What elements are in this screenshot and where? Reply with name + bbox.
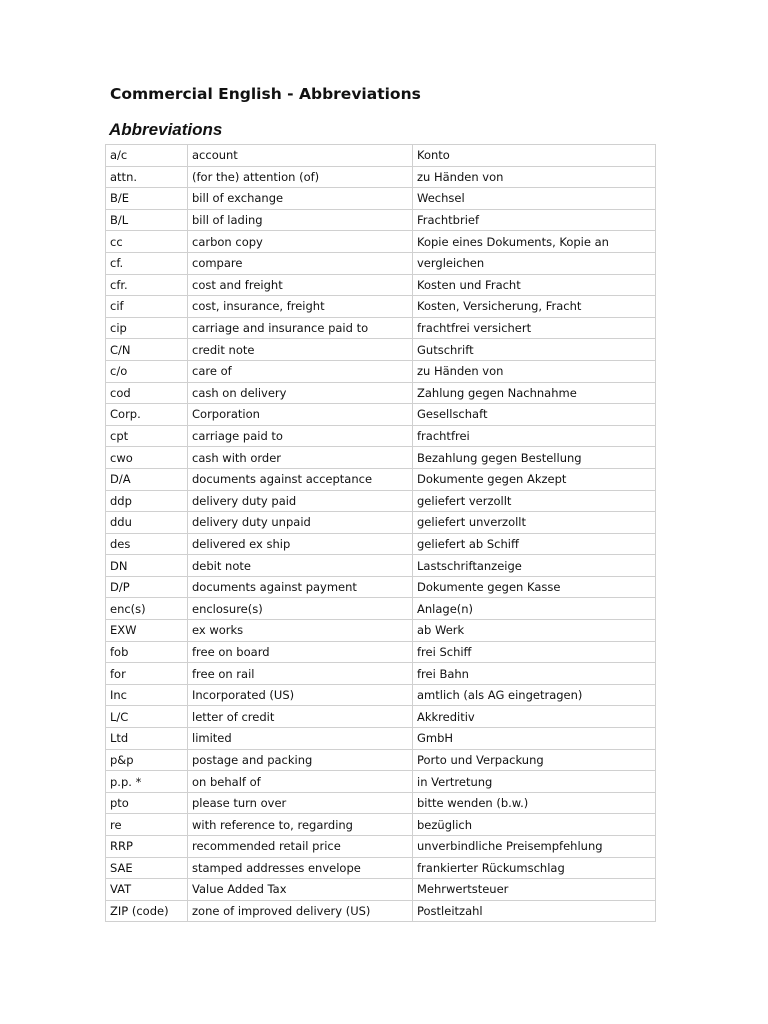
abbreviation-cell: cod xyxy=(106,382,188,404)
abbreviation-cell: B/L xyxy=(106,209,188,231)
table-row xyxy=(106,231,656,253)
abbreviation-cell: cpt xyxy=(106,425,188,447)
english-meaning-cell: Corporation xyxy=(188,404,413,426)
abbreviation-cell: re xyxy=(106,814,188,836)
english-meaning-cell: documents against acceptance xyxy=(188,468,413,490)
table-row xyxy=(106,447,656,469)
german-translation-cell: Kosten, Versicherung, Fracht xyxy=(413,296,656,318)
german-translation-cell: Akkreditiv xyxy=(413,706,656,728)
table-row xyxy=(106,900,656,922)
english-meaning-cell: documents against payment xyxy=(188,576,413,598)
abbreviation-cell: Inc xyxy=(106,684,188,706)
table-row xyxy=(106,339,656,361)
abbreviation-cell: RRP xyxy=(106,836,188,858)
english-meaning-cell: delivered ex ship xyxy=(188,533,413,555)
table-row xyxy=(106,425,656,447)
english-meaning-cell: limited xyxy=(188,728,413,750)
english-meaning-cell: zone of improved delivery (US) xyxy=(188,900,413,922)
english-meaning-cell: compare xyxy=(188,252,413,274)
table-row xyxy=(106,490,656,512)
english-meaning-cell: enclosure(s) xyxy=(188,598,413,620)
english-meaning-cell: carbon copy xyxy=(188,231,413,253)
abbreviation-cell: c/o xyxy=(106,360,188,382)
abbreviation-cell: Corp. xyxy=(106,404,188,426)
german-translation-cell: Anlage(n) xyxy=(413,598,656,620)
table-row xyxy=(106,317,656,339)
abbreviation-cell: D/P xyxy=(106,576,188,598)
german-translation-cell: Wechsel xyxy=(413,188,656,210)
german-translation-cell: vergleichen xyxy=(413,252,656,274)
english-meaning-cell: on behalf of xyxy=(188,771,413,793)
abbreviation-cell: a/c xyxy=(106,145,188,167)
table-row xyxy=(106,360,656,382)
table-row xyxy=(106,555,656,577)
german-translation-cell: geliefert ab Schiff xyxy=(413,533,656,555)
german-translation-cell: Frachtbrief xyxy=(413,209,656,231)
table-row xyxy=(106,274,656,296)
table-row xyxy=(106,728,656,750)
table-row xyxy=(106,145,656,167)
german-translation-cell: unverbindliche Preisempfehlung xyxy=(413,836,656,858)
table-row xyxy=(106,382,656,404)
english-meaning-cell: ex works xyxy=(188,620,413,642)
table-row xyxy=(106,814,656,836)
english-meaning-cell: bill of lading xyxy=(188,209,413,231)
abbreviation-cell: p.p. * xyxy=(106,771,188,793)
table-row xyxy=(106,209,656,231)
english-meaning-cell: cash on delivery xyxy=(188,382,413,404)
abbreviation-cell: Ltd xyxy=(106,728,188,750)
english-meaning-cell: carriage and insurance paid to xyxy=(188,317,413,339)
english-meaning-cell: free on rail xyxy=(188,663,413,685)
abbreviation-cell: ZIP (code) xyxy=(106,900,188,922)
abbreviation-cell: cif xyxy=(106,296,188,318)
german-translation-cell: frachtfrei versichert xyxy=(413,317,656,339)
german-translation-cell: geliefert verzollt xyxy=(413,490,656,512)
abbreviation-cell: SAE xyxy=(106,857,188,879)
english-meaning-cell: with reference to, regarding xyxy=(188,814,413,836)
table-row xyxy=(106,512,656,534)
table-row xyxy=(106,620,656,642)
english-meaning-cell: delivery duty unpaid xyxy=(188,512,413,534)
german-translation-cell: Porto und Verpackung xyxy=(413,749,656,771)
english-meaning-cell: free on board xyxy=(188,641,413,663)
german-translation-cell: Bezahlung gegen Bestellung xyxy=(413,447,656,469)
german-translation-cell: zu Händen von xyxy=(413,360,656,382)
english-meaning-cell: Incorporated (US) xyxy=(188,684,413,706)
abbreviation-cell: D/A xyxy=(106,468,188,490)
english-meaning-cell: debit note xyxy=(188,555,413,577)
english-meaning-cell: delivery duty paid xyxy=(188,490,413,512)
german-translation-cell: Kosten und Fracht xyxy=(413,274,656,296)
english-meaning-cell: care of xyxy=(188,360,413,382)
table-row xyxy=(106,641,656,663)
table-row xyxy=(106,404,656,426)
abbreviation-cell: enc(s) xyxy=(106,598,188,620)
german-translation-cell: in Vertretung xyxy=(413,771,656,793)
german-translation-cell: geliefert unverzollt xyxy=(413,512,656,534)
abbreviation-cell: cfr. xyxy=(106,274,188,296)
english-meaning-cell: cost, insurance, freight xyxy=(188,296,413,318)
german-translation-cell: Konto xyxy=(413,145,656,167)
english-meaning-cell: Value Added Tax xyxy=(188,879,413,901)
abbreviation-cell: fob xyxy=(106,641,188,663)
abbreviation-cell: C/N xyxy=(106,339,188,361)
abbreviation-cell: attn. xyxy=(106,166,188,188)
german-translation-cell: Mehrwertsteuer xyxy=(413,879,656,901)
abbreviation-cell: cf. xyxy=(106,252,188,274)
abbreviation-cell: ddu xyxy=(106,512,188,534)
table-row xyxy=(106,252,656,274)
table-row xyxy=(106,188,656,210)
table-row xyxy=(106,836,656,858)
abbreviation-cell: EXW xyxy=(106,620,188,642)
abbreviation-cell: DN xyxy=(106,555,188,577)
english-meaning-cell: postage and packing xyxy=(188,749,413,771)
english-meaning-cell: please turn over xyxy=(188,792,413,814)
abbreviation-cell: des xyxy=(106,533,188,555)
english-meaning-cell: credit note xyxy=(188,339,413,361)
table-row xyxy=(106,749,656,771)
table-row xyxy=(106,576,656,598)
english-meaning-cell: bill of exchange xyxy=(188,188,413,210)
german-translation-cell: frei Schiff xyxy=(413,641,656,663)
german-translation-cell: GmbH xyxy=(413,728,656,750)
german-translation-cell: frankierter Rückumschlag xyxy=(413,857,656,879)
table-row xyxy=(106,857,656,879)
german-translation-cell: Kopie eines Dokuments, Kopie an xyxy=(413,231,656,253)
abbreviation-cell: cip xyxy=(106,317,188,339)
abbreviation-cell: p&p xyxy=(106,749,188,771)
german-translation-cell: bezüglich xyxy=(413,814,656,836)
table-row xyxy=(106,598,656,620)
table-row xyxy=(106,533,656,555)
abbreviation-cell: VAT xyxy=(106,879,188,901)
english-meaning-cell: letter of credit xyxy=(188,706,413,728)
german-translation-cell: Dokumente gegen Kasse xyxy=(413,576,656,598)
english-meaning-cell: recommended retail price xyxy=(188,836,413,858)
abbreviation-cell: B/E xyxy=(106,188,188,210)
german-translation-cell: zu Händen von xyxy=(413,166,656,188)
abbreviations-table-body xyxy=(106,145,656,922)
table-row xyxy=(106,296,656,318)
german-translation-cell: Zahlung gegen Nachnahme xyxy=(413,382,656,404)
english-meaning-cell: stamped addresses envelope xyxy=(188,857,413,879)
abbreviation-cell: ddp xyxy=(106,490,188,512)
section-heading: Abbreviations xyxy=(109,120,223,139)
abbreviation-cell: cwo xyxy=(106,447,188,469)
german-translation-cell: amtlich (als AG eingetragen) xyxy=(413,684,656,706)
abbreviation-cell: L/C xyxy=(106,706,188,728)
german-translation-cell: Postleitzahl xyxy=(413,900,656,922)
english-meaning-cell: account xyxy=(188,145,413,167)
english-meaning-cell: (for the) attention (of) xyxy=(188,166,413,188)
german-translation-cell: Dokumente gegen Akzept xyxy=(413,468,656,490)
table-row xyxy=(106,468,656,490)
german-translation-cell: Lastschriftanzeige xyxy=(413,555,656,577)
table-row xyxy=(106,684,656,706)
german-translation-cell: ab Werk xyxy=(413,620,656,642)
abbreviation-cell: pto xyxy=(106,792,188,814)
english-meaning-cell: carriage paid to xyxy=(188,425,413,447)
german-translation-cell: bitte wenden (b.w.) xyxy=(413,792,656,814)
english-meaning-cell: cost and freight xyxy=(188,274,413,296)
german-translation-cell: Gesellschaft xyxy=(413,404,656,426)
table-row xyxy=(106,663,656,685)
table-row xyxy=(106,166,656,188)
german-translation-cell: Gutschrift xyxy=(413,339,656,361)
document-title: Commercial English - Abbreviations xyxy=(110,85,421,103)
german-translation-cell: frachtfrei xyxy=(413,425,656,447)
table-row xyxy=(106,706,656,728)
abbreviations-table xyxy=(105,144,656,922)
german-translation-cell: frei Bahn xyxy=(413,663,656,685)
abbreviation-cell: for xyxy=(106,663,188,685)
abbreviation-cell: cc xyxy=(106,231,188,253)
english-meaning-cell: cash with order xyxy=(188,447,413,469)
table-row xyxy=(106,771,656,793)
table-row xyxy=(106,879,656,901)
table-row xyxy=(106,792,656,814)
